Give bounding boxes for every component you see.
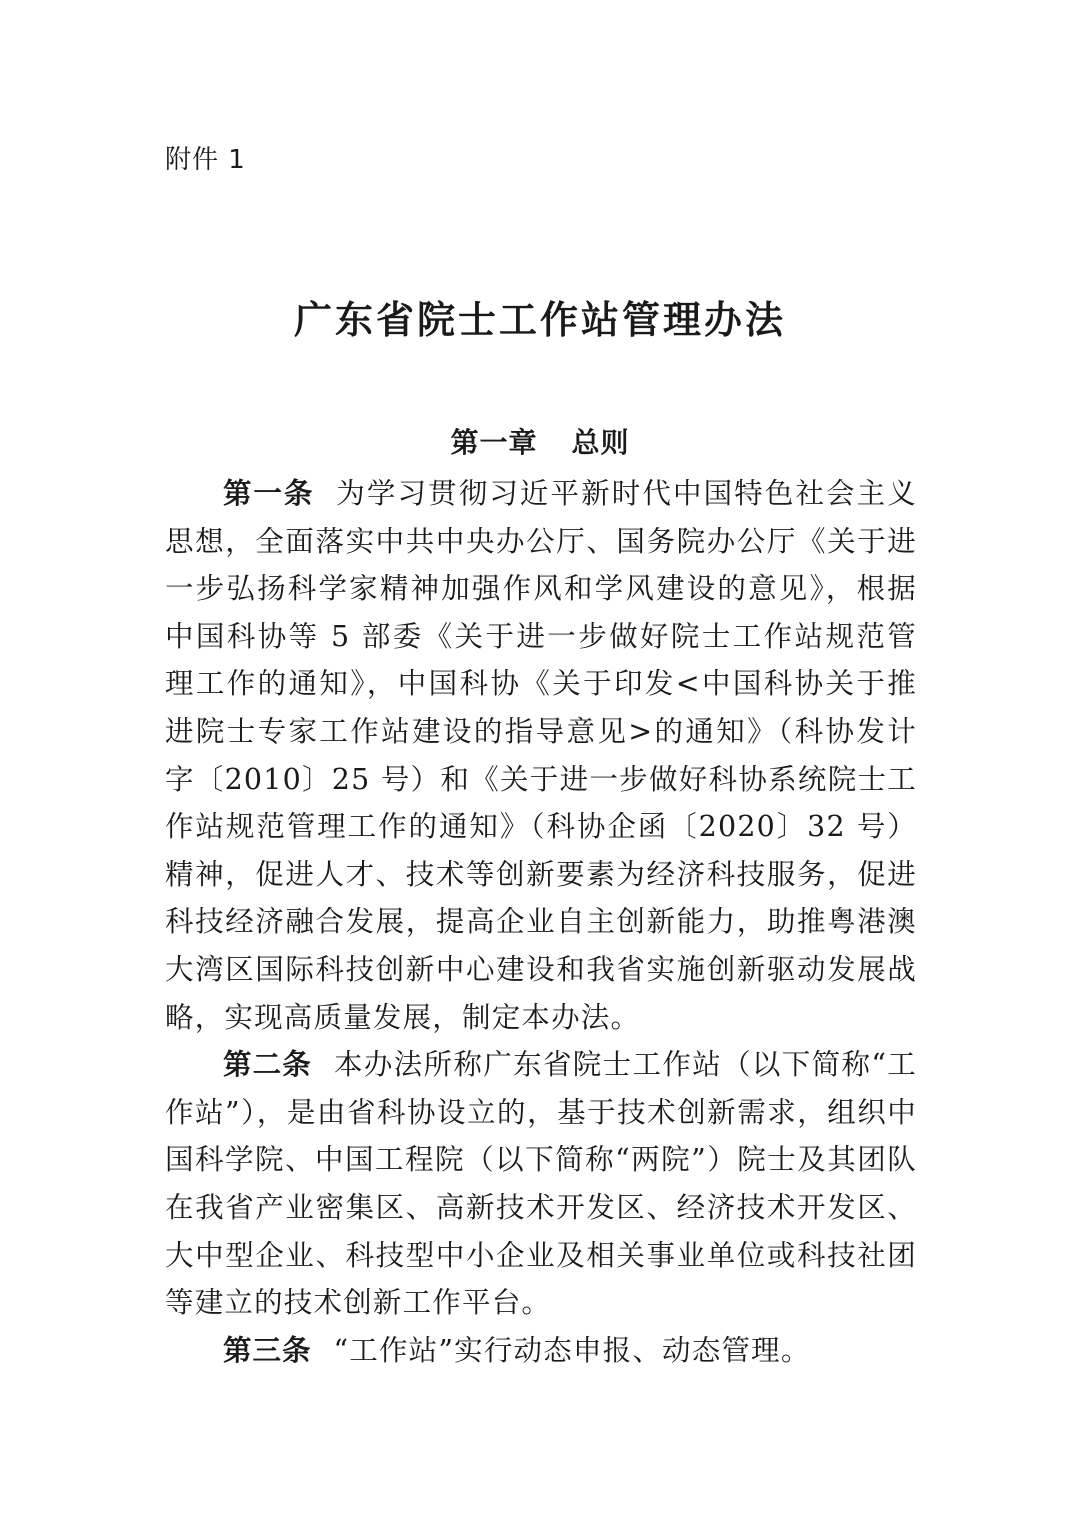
article-label: 第二条 [223,1048,312,1082]
chapter-name: 总则 [571,426,630,459]
attachment-label: 附件 1 [165,145,246,175]
chapter-number: 第一章 [450,426,538,459]
article-label: 第三条 [223,1333,312,1367]
article-text: “工作站”实行动态申报、动态管理。 [333,1333,811,1367]
article-text: 本办法所称广东省院士工作站（以下简称“工作站”），是由省科协设立的，基于技术创新需求，组织中国科学院、中国工程院（以下简称“两院”）院士及其团队在我省产业密集区、高新技术开发区、经济技术开发区、大中型企业、科技型中小企业及相关事业单位或科技社团等建立的技术创新工作平台。 [165,1048,917,1320]
article-paragraph [165,1041,917,1327]
article-paragraph [165,470,917,1041]
article-paragraph [165,1327,917,1375]
article-label: 第一条 [223,477,315,510]
chapter-heading [0,420,1080,466]
document-body [165,470,917,1374]
document-title: 广东省院士工作站管理办法 [293,298,786,342]
article-text: 为学习贯彻习近平新时代中国特色社会主义思想，全面落实中共中央办公厅、国务院办公厅《关于进一步弘扬科学家精神加强作风和学风建设的意见》，根据中国科协等 5 部委《关于进一步做好院士工作站规范管理工作的通知》，中国科协《关于印发<中国科协关于推进院士专家工作站建设的指导意见>的通知》（科协发计字〔2010〕25 号）和《关于进一步做好科协系统院士工作站规范管理工作的通知》（科协企函〔2020〕32 号）精神，促进人才、技术等创新要素为经济科技服务，促进科技经济融合发展，提高企业自主创新能力，助推粤港澳大湾区国际科技创新中心建设和我省实施创新驱动发展战略，实现高质量发展，制定本办法。 [165,477,917,1034]
